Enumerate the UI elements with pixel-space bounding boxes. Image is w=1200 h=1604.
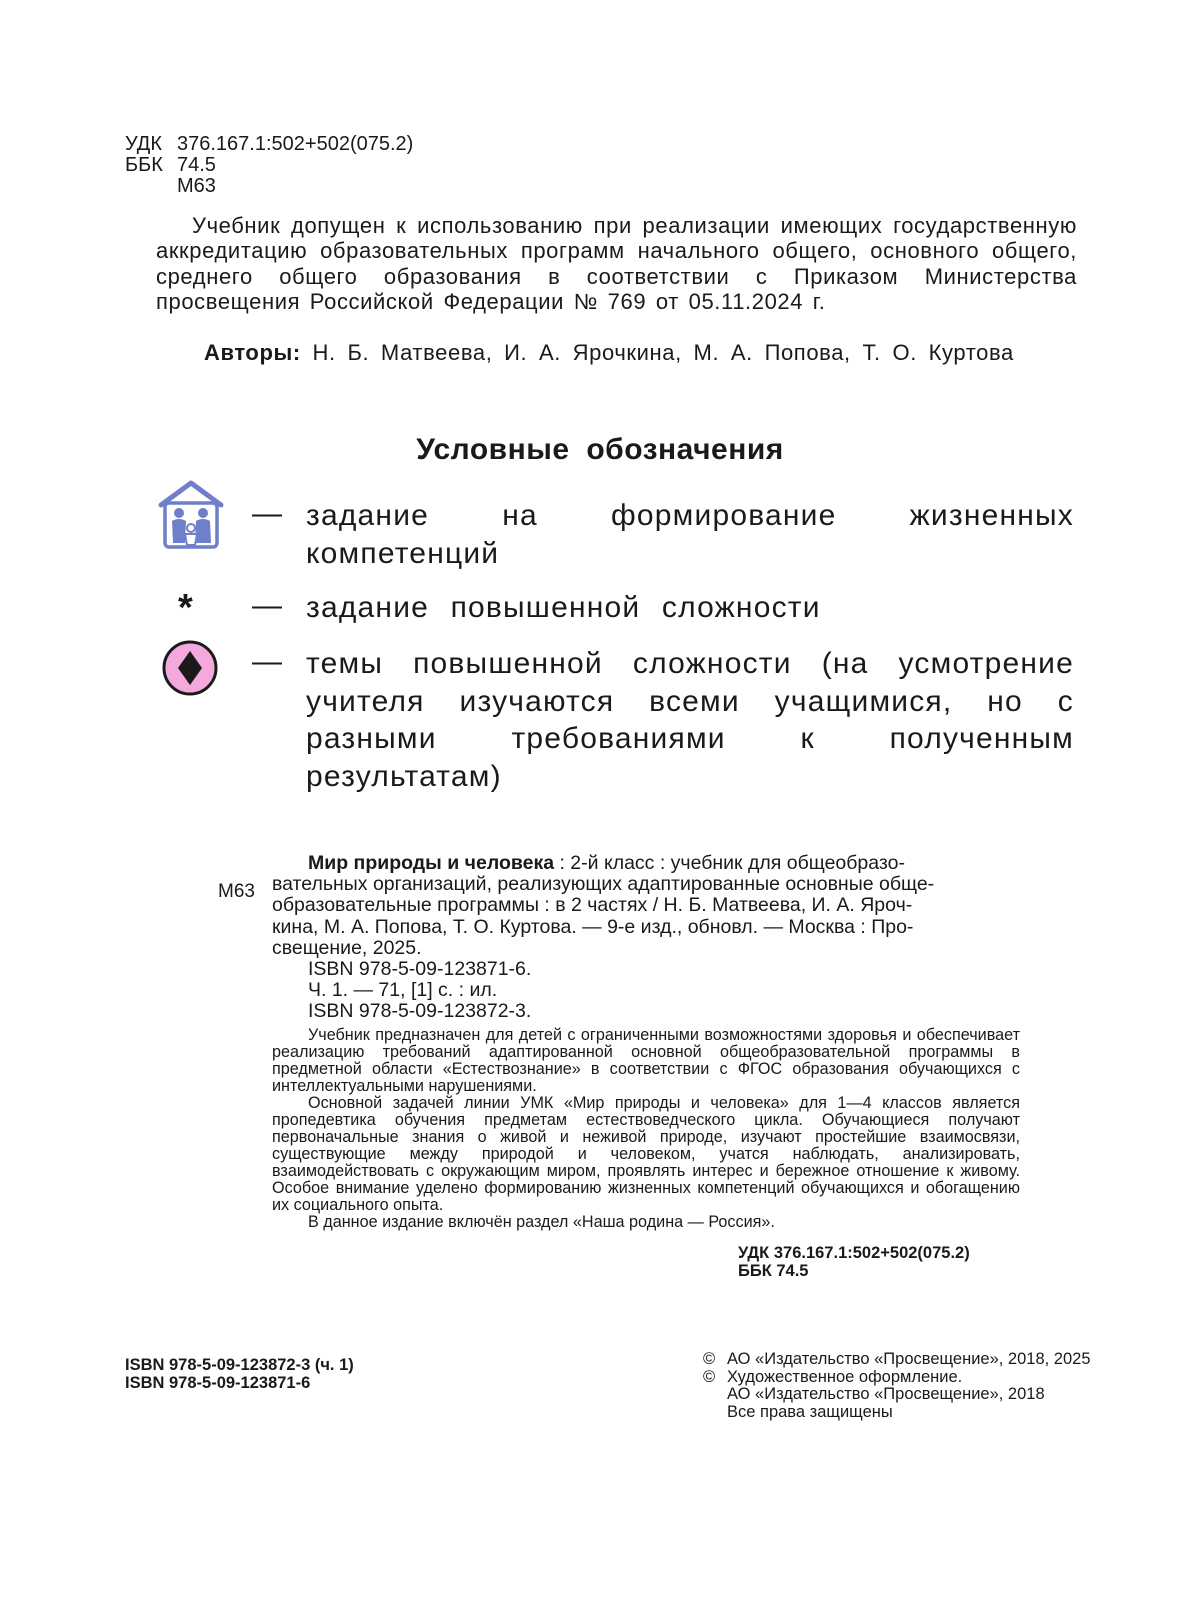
classification-footer bbox=[738, 1244, 970, 1280]
abstract bbox=[272, 1027, 1020, 1231]
copyright-symbol-2: © bbox=[703, 1367, 716, 1386]
authors-line bbox=[204, 340, 1014, 366]
bbk-footer: ББК 74.5 bbox=[738, 1262, 809, 1280]
catalog-line-2: вательных организаций, реализующих адаптированные основные обще- bbox=[272, 873, 935, 896]
legend-text-1: задание на формирование жизненных компетенций bbox=[306, 499, 1074, 570]
isbn-line-1: ISBN 978-5-09-123872-3 (ч. 1) bbox=[125, 1356, 354, 1374]
authors-names: Н. Б. Матвеева, И. А. Ярочкина, М. А. Попова, Т. О. Куртова bbox=[312, 340, 1014, 365]
catalog-mark: М63 bbox=[218, 881, 255, 902]
catalog-part: Ч. 1. — 71, [1] с. : ил. bbox=[308, 979, 498, 1002]
copyright-line-1: АО «Издательство «Просвещение», 2018, 2025 bbox=[727, 1350, 1091, 1368]
bbk-label: ББК bbox=[125, 154, 163, 176]
catalog-line-3: образовательные программы : в 2 частях / Н. Б. Матвеева, И. А. Яроч- bbox=[272, 894, 913, 917]
asterisk-icon: * bbox=[178, 587, 193, 629]
catalog-isbn-part: ISBN 978-5-09-123872-3. bbox=[308, 1000, 532, 1023]
bbk-value: 74.5 bbox=[177, 154, 216, 176]
abstract-paragraph-2: Основной задачей линии УМК «Мир природы и человека» для 1—4 классов является пропедевтика обучения предметам естествоведческого цикла. Обучающиеся получают первоначальные знания о живой и неживой природе, изучают простейшие взаимосвязи, существующие между природой и человеком, учатся наблюдать, анализировать, взаимодействовать с окружающим миром, проявлять интерес и бережное отношение к живому. Особое внимание уделено формированию жизненных компетенций обучающихся и обогащению их социального опыта. bbox=[272, 1094, 1020, 1214]
legend-dash-2: — bbox=[252, 589, 282, 622]
udk-footer: УДК 376.167.1:502+502(075.2) bbox=[738, 1244, 970, 1262]
copyright-line-2: Художественное оформление. bbox=[727, 1367, 963, 1386]
legend-dash-3: — bbox=[252, 645, 282, 678]
diamond-circle-icon bbox=[161, 639, 219, 702]
classification-codes bbox=[125, 134, 413, 197]
catalog-title: Мир природы и человека bbox=[308, 852, 555, 874]
catalog-line-4: кина, М. А. Попова, Т. О. Куртова. — 9-е изд., обновл. — Москва : Про- bbox=[272, 915, 914, 938]
isbn-block bbox=[125, 1357, 354, 1392]
isbn-line-2: ISBN 978-5-09-123871-6 bbox=[125, 1373, 311, 1392]
copyright-line-4: Все права защищены bbox=[727, 1402, 893, 1421]
legend-text-3: темы повышенной сложности (на усмотрение учителя изучаются всеми учащимися, но с разными требованиями к полученным результатам) bbox=[306, 647, 1074, 793]
legend-text-2: задание повышенной сложности bbox=[306, 591, 821, 624]
legend-title: Условные обозначения bbox=[416, 433, 784, 466]
copyright-symbol-1: © bbox=[703, 1350, 716, 1368]
author-mark: М63 bbox=[177, 175, 216, 197]
udk-value: 376.167.1:502+502(075.2) bbox=[177, 133, 414, 155]
authors-label: Авторы: bbox=[204, 340, 301, 365]
abstract-paragraph-3: В данное издание включён раздел «Наша родина — Россия». bbox=[308, 1213, 775, 1231]
abstract-paragraph-1: Учебник предназначен для детей с ограниченными возможностями здоровья и обеспечивает реализацию требований адаптированной основной общеобразовательной программы в предметной области «Естествознание» в соответствии с ФГОС образования обучающихся с интеллектуальными нарушениями. bbox=[272, 1026, 1020, 1095]
family-house-icon bbox=[155, 477, 227, 556]
catalog-isbn: ISBN 978-5-09-123871-6. bbox=[308, 958, 532, 981]
copyright-block bbox=[703, 1351, 1091, 1421]
catalog-record bbox=[272, 853, 1020, 1023]
catalog-line-5: свещение, 2025. bbox=[272, 936, 422, 959]
udk-label: УДК bbox=[125, 133, 163, 155]
catalog-line-1: : 2-й класс : учебник для общеобразо- bbox=[559, 852, 905, 874]
copyright-line-3: АО «Издательство «Просвещение», 2018 bbox=[727, 1385, 1045, 1403]
legend-dash-1: — bbox=[252, 497, 282, 530]
approval-notice: Учебник допущен к использованию при реализации имеющих государственную аккредитацию образовательных программ начального общего, основного общего, среднего общего образования в соответствии с Приказом Министерства просвещения Российской Федерации № 769 от 05.11.2024 г. bbox=[156, 213, 1077, 314]
